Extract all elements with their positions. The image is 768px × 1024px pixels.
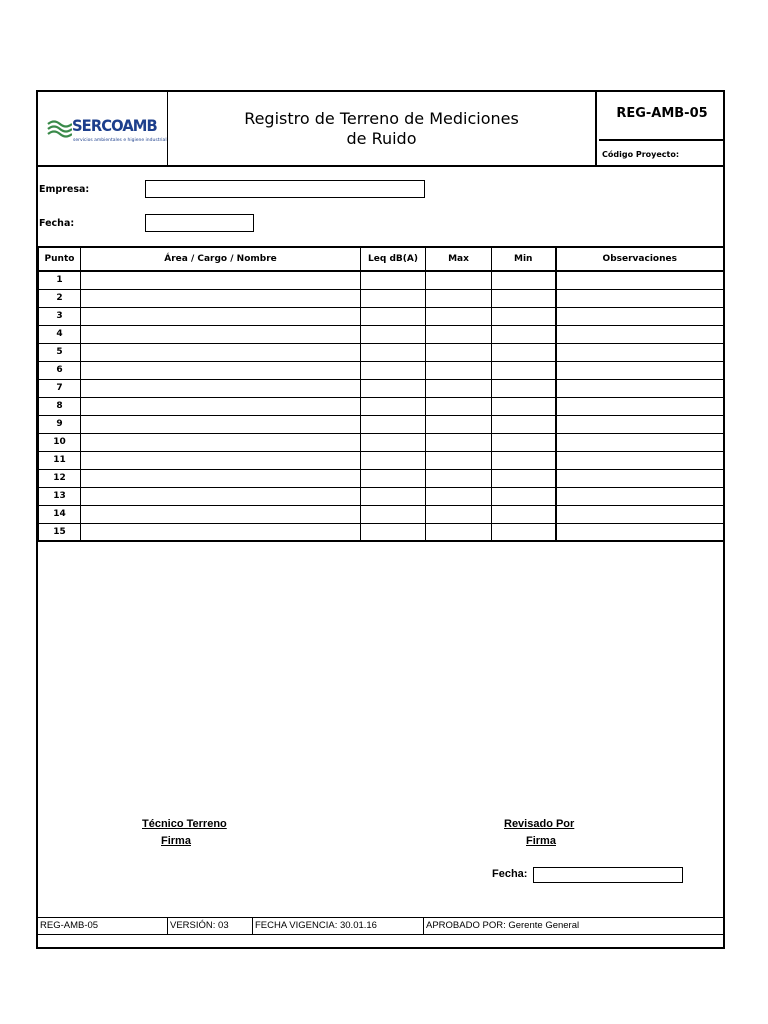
header-divider [38, 165, 723, 167]
point-number: 3 [39, 307, 81, 325]
min-cell[interactable] [492, 415, 556, 433]
reviewer-title: Revisado Por [504, 818, 575, 830]
observations-cell[interactable] [556, 469, 724, 487]
area-cell[interactable] [81, 523, 361, 541]
area-cell[interactable] [81, 433, 361, 451]
area-cell[interactable] [81, 487, 361, 505]
point-number: 12 [39, 469, 81, 487]
form-code: REG-AMB-05 [599, 92, 725, 141]
table-row [39, 451, 724, 469]
leq-cell[interactable] [361, 415, 426, 433]
reviewer-signature-label: Firma [526, 835, 556, 847]
max-cell[interactable] [426, 487, 492, 505]
area-cell[interactable] [81, 397, 361, 415]
noise-measurement-form [36, 90, 725, 949]
max-cell[interactable] [426, 379, 492, 397]
leq-cell[interactable] [361, 487, 426, 505]
table-header-row [39, 247, 724, 271]
logo-name: SERCOAMB [72, 116, 157, 135]
min-cell[interactable] [492, 433, 556, 451]
table-row [39, 271, 724, 289]
max-cell[interactable] [426, 307, 492, 325]
company-label: Empresa: [39, 184, 90, 195]
observations-cell[interactable] [556, 271, 724, 289]
measurements-table [38, 246, 724, 542]
observations-cell[interactable] [556, 523, 724, 541]
observations-cell[interactable] [556, 361, 724, 379]
point-number: 10 [39, 433, 81, 451]
observations-cell[interactable] [556, 415, 724, 433]
logo-cell [38, 92, 168, 166]
observations-cell[interactable] [556, 343, 724, 361]
min-cell[interactable] [492, 487, 556, 505]
column-header-min: Min [492, 247, 556, 271]
point-number: 1 [39, 271, 81, 289]
min-cell[interactable] [492, 523, 556, 541]
observations-cell[interactable] [556, 307, 724, 325]
area-cell[interactable] [81, 415, 361, 433]
area-cell[interactable] [81, 469, 361, 487]
min-cell[interactable] [492, 271, 556, 289]
area-cell[interactable] [81, 343, 361, 361]
leq-cell[interactable] [361, 433, 426, 451]
observations-cell[interactable] [556, 397, 724, 415]
observations-cell[interactable] [556, 487, 724, 505]
point-number: 7 [39, 379, 81, 397]
point-number: 14 [39, 505, 81, 523]
min-cell[interactable] [492, 325, 556, 343]
min-cell[interactable] [492, 307, 556, 325]
max-cell[interactable] [426, 505, 492, 523]
company-field[interactable] [145, 180, 425, 198]
max-cell[interactable] [426, 271, 492, 289]
table-row [39, 469, 724, 487]
title-cell [168, 92, 597, 166]
point-number: 13 [39, 487, 81, 505]
max-cell[interactable] [426, 361, 492, 379]
min-cell[interactable] [492, 289, 556, 307]
observations-cell[interactable] [556, 451, 724, 469]
observations-cell[interactable] [556, 289, 724, 307]
leq-cell[interactable] [361, 289, 426, 307]
footer-code: REG-AMB-05 [38, 918, 168, 935]
leq-cell[interactable] [361, 271, 426, 289]
max-cell[interactable] [426, 451, 492, 469]
min-cell[interactable] [492, 397, 556, 415]
table-row [39, 397, 724, 415]
min-cell[interactable] [492, 343, 556, 361]
technician-signature-label: Firma [161, 835, 191, 847]
column-header-max: Max [426, 247, 492, 271]
observations-cell[interactable] [556, 325, 724, 343]
point-number: 4 [39, 325, 81, 343]
area-cell[interactable] [81, 325, 361, 343]
leq-cell[interactable] [361, 379, 426, 397]
document-footer [38, 917, 723, 935]
area-cell[interactable] [81, 289, 361, 307]
point-number: 6 [39, 361, 81, 379]
project-code-label: Código Proyecto: [602, 150, 680, 159]
max-cell[interactable] [426, 415, 492, 433]
max-cell[interactable] [426, 343, 492, 361]
min-cell[interactable] [492, 505, 556, 523]
point-number: 8 [39, 397, 81, 415]
point-number: 11 [39, 451, 81, 469]
review-date-label: Fecha: [492, 868, 528, 880]
max-cell[interactable] [426, 433, 492, 451]
observations-cell[interactable] [556, 433, 724, 451]
footer-validity-date: FECHA VIGENCIA: 30.01.16 [253, 918, 424, 935]
point-number: 9 [39, 415, 81, 433]
technician-title: Técnico Terreno [142, 818, 227, 830]
column-header-point: Punto [39, 247, 81, 271]
leq-cell[interactable] [361, 451, 426, 469]
point-number: 5 [39, 343, 81, 361]
leq-cell[interactable] [361, 397, 426, 415]
footer-approved-by: APROBADO POR: Gerente General [426, 920, 580, 931]
table-row [39, 343, 724, 361]
table-row [39, 433, 724, 451]
max-cell[interactable] [426, 523, 492, 541]
table-row [39, 487, 724, 505]
column-header-area: Área / Cargo / Nombre [81, 247, 361, 271]
date-label: Fecha: [39, 218, 75, 229]
form-title-line2: de Ruido [346, 129, 417, 148]
area-cell[interactable] [81, 379, 361, 397]
table-row [39, 361, 724, 379]
table-row [39, 523, 724, 541]
observations-cell[interactable] [556, 379, 724, 397]
form-title-line1: Registro de Terreno de Mediciones [244, 109, 519, 128]
leq-cell[interactable] [361, 469, 426, 487]
point-number: 2 [39, 289, 81, 307]
table-row [39, 379, 724, 397]
column-header-observations: Observaciones [556, 247, 724, 271]
leq-cell[interactable] [361, 307, 426, 325]
logo-tagline: servicios ambientales e higiene industrial [73, 138, 167, 143]
table-row [39, 505, 724, 523]
column-header-leq: Leq dB(A) [361, 247, 426, 271]
min-cell[interactable] [492, 451, 556, 469]
observations-cell[interactable] [556, 505, 724, 523]
table-body [39, 271, 724, 541]
leq-cell[interactable] [361, 523, 426, 541]
point-number: 15 [39, 523, 81, 541]
max-cell[interactable] [426, 397, 492, 415]
table-row [39, 325, 724, 343]
leq-cell[interactable] [361, 343, 426, 361]
max-cell[interactable] [426, 325, 492, 343]
min-cell[interactable] [492, 379, 556, 397]
review-date-field[interactable] [533, 867, 683, 883]
waves-icon [46, 118, 72, 140]
leq-cell[interactable] [361, 325, 426, 343]
min-cell[interactable] [492, 361, 556, 379]
area-cell[interactable] [81, 361, 361, 379]
area-cell[interactable] [81, 505, 361, 523]
date-field[interactable] [145, 214, 254, 232]
area-cell[interactable] [81, 271, 361, 289]
table-row [39, 289, 724, 307]
table-row [39, 415, 724, 433]
leq-cell[interactable] [361, 361, 426, 379]
min-cell[interactable] [492, 469, 556, 487]
max-cell[interactable] [426, 289, 492, 307]
table-row [39, 307, 724, 325]
footer-version: VERSIÓN: 03 [168, 918, 253, 935]
max-cell[interactable] [426, 469, 492, 487]
company-logo [46, 116, 167, 150]
area-cell[interactable] [81, 451, 361, 469]
area-cell[interactable] [81, 307, 361, 325]
leq-cell[interactable] [361, 505, 426, 523]
